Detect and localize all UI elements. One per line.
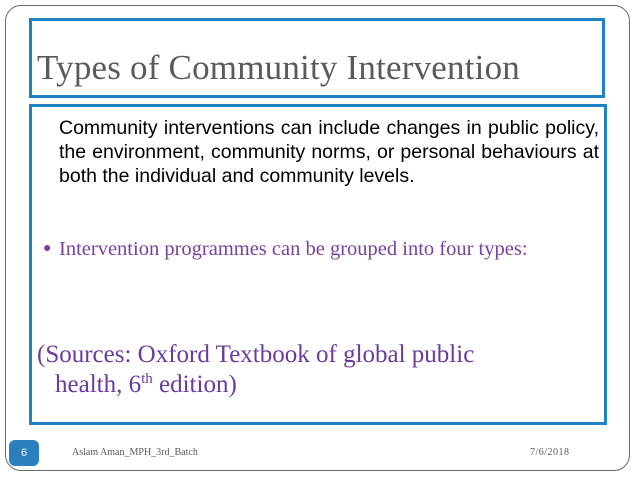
sources-line-2 xyxy=(37,370,597,400)
sources-citation xyxy=(37,340,597,400)
footer-author: Aslam Aman_MPH_3rd_Batch xyxy=(72,447,198,458)
sources-line-2-suffix: edition) xyxy=(152,371,237,398)
footer-date: 7/6/2018 xyxy=(530,447,570,458)
bullet-text: Intervention programmes can be grouped into four types: xyxy=(59,238,528,260)
intro-paragraph: Community interventions can include changes in public policy, the environment, community norms, or personal behaviours at both the individual and community levels. xyxy=(59,117,599,187)
sources-line-2-prefix: health, 6 xyxy=(55,371,142,398)
slide-title: Types of Community Intervention xyxy=(37,48,520,87)
sources-line-1: (Sources: Oxford Textbook of global public xyxy=(37,341,475,368)
page-number-badge: 6 xyxy=(9,440,39,466)
bullet-item xyxy=(43,235,603,263)
sources-superscript: th xyxy=(141,371,153,387)
filled-circle-bullet-icon: ● xyxy=(43,241,52,256)
